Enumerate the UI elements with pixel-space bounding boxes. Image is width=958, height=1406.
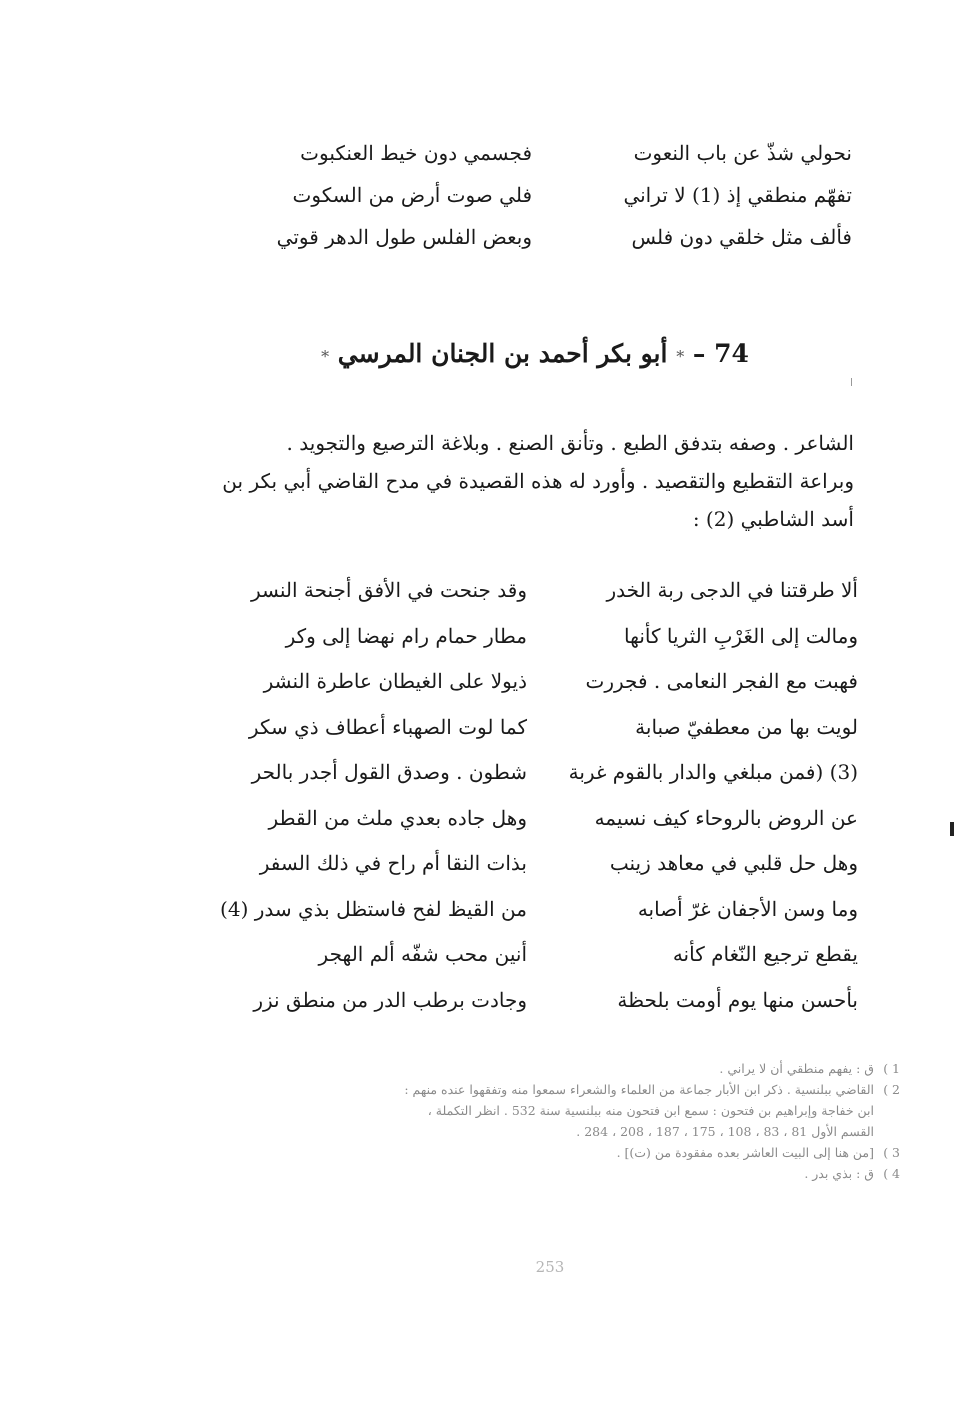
hemistich-second: بذات النقا أم راح في ذلك السفر (259, 851, 527, 875)
scan-mark (950, 822, 954, 836)
footnote-number: 4 ) (883, 1166, 900, 1181)
verse (222, 705, 858, 751)
footnote (250, 1079, 900, 1142)
paragraph-line: الشاعر . وصفه بتدفق الطبع . وتأنق الصنع . وبلاغة الترصيع والتجويد . (286, 431, 854, 455)
hemistich-second: وبعض الفلس طول الدهر قوتي (276, 225, 532, 249)
hemistich-first: فهبت مع الفجر النعامى . فجررت (585, 669, 858, 693)
hemistich-second: كما لوت الصهباء أعطاف ذي سكر (248, 714, 527, 739)
top-poem (262, 132, 852, 258)
hemistich-second: من القيظ لفح فاستظل بذي سدر (4) (220, 896, 527, 921)
hemistich-first: عن الروض بالروحاء كيف نسيمه (594, 805, 858, 830)
footnote-number: 3 ) (883, 1145, 900, 1160)
asterisk-mark: * (321, 347, 330, 366)
hemistich-first: بأحسن منها يوم أومت بلحظة (617, 987, 858, 1012)
main-poem (222, 568, 858, 1023)
verse (222, 841, 858, 887)
footnote-text: القاضي ببلنسية . ذكر ابن الأبار جماعة من العلماء والشعراء سمعوا منه وتفقهوا عنده منهم : (404, 1082, 874, 1097)
hemistich-second: فلي صوت أرض من السكوت (292, 183, 532, 207)
hemistich-first: وما وسن الأجفان غرّ أصابه (637, 896, 858, 921)
hemistich-second: فجسمي دون خيط العنكبوت (300, 141, 532, 165)
footnote-text: ق : بذي بدر . (804, 1166, 874, 1181)
footnote-text: ابن خفاجة وإبراهيم بن فتحون : سمع ابن فتحون منه ببلنسية سنة 532 . انظر التكملة ، (427, 1103, 874, 1118)
footnote (250, 1058, 900, 1079)
biography-paragraph (222, 424, 854, 538)
hemistich-second: أنين محب شفّه ألم الهجر (318, 942, 527, 966)
footnote-text: [من هنا إلى البيت العاشر بعده مفقودة من (ت)] . (616, 1145, 874, 1160)
entry-heading (300, 332, 770, 379)
footnote (250, 1163, 900, 1184)
footnote-number: 2 ) (883, 1082, 900, 1097)
hemistich-second: مطار حمام رام نهضا إلى وكر (285, 623, 527, 648)
footnotes (250, 1058, 900, 1184)
verse (222, 659, 858, 705)
hemistich-first: وهل حل قلبي في معاهد زينب (609, 851, 858, 875)
verse (262, 174, 852, 216)
hemistich-first: (3) (فمن مبلغي والدار بالقوم غربة (568, 760, 858, 784)
footnote-number: 1 ) (883, 1061, 900, 1076)
asterisk-mark: * (676, 347, 685, 366)
hemistich-first: تفهّم منطقي إذ (1) لا تراني (623, 183, 852, 207)
hemistich-second: وجادت برطب الدر من منطق نزر (253, 987, 527, 1012)
hemistich-first: ومالت إلى الغَرْبِ الثريا كأنها (624, 623, 858, 648)
verse (222, 568, 858, 614)
footnote (250, 1142, 900, 1163)
page-number: 253 (535, 1258, 565, 1276)
verse (222, 932, 858, 978)
footnote-text: ق : يفهم منطقي أن لا يراني . (719, 1061, 874, 1076)
hemistich-first: فألف مثل خلقي دون فلس (631, 225, 852, 249)
hemistich-second: وهل جاده بعدي ملث من القطر (268, 805, 527, 830)
footnote-text: القسم الأول 81 ، 83 ، 108 ، 175 ، 187 ، 208 ، 284 . (576, 1124, 874, 1139)
verse (222, 887, 858, 933)
hemistich-first: يقطع ترجيع النّغام كأنه (672, 942, 858, 966)
verse (222, 750, 858, 796)
hemistich-first: نحولي شذّ عن باب النعوت (633, 141, 852, 165)
verse (222, 978, 858, 1024)
verse (222, 614, 858, 660)
hemistich-first: لويت بها من معطفيّ صبابة (635, 714, 858, 739)
paragraph-line: وبراعة التقطيع والتقصيد . وأورد له هذه القصيدة في مدح القاضي أبي بكر بن (222, 469, 854, 493)
verse (262, 216, 852, 258)
entry-title: أبو بكر أحمد بن الجنان المرسي (337, 339, 668, 368)
entry-number: 74 – (692, 339, 749, 368)
hemistich-first: ألا طرقتنا في الدجى ربة الخدر (606, 578, 858, 602)
hemistich-second: شطون . وصدق القول أجدر بالحر (251, 760, 527, 784)
verse (222, 796, 858, 842)
paragraph-line: أسد الشاطبي (2) : (692, 507, 854, 531)
verse (262, 132, 852, 174)
ink-mark (851, 378, 852, 386)
hemistich-second: وقد جنحت في الأفق أجنحة النسر (250, 578, 527, 602)
hemistich-second: ذيولا على الغيطان عاطرة النشر (263, 669, 527, 693)
